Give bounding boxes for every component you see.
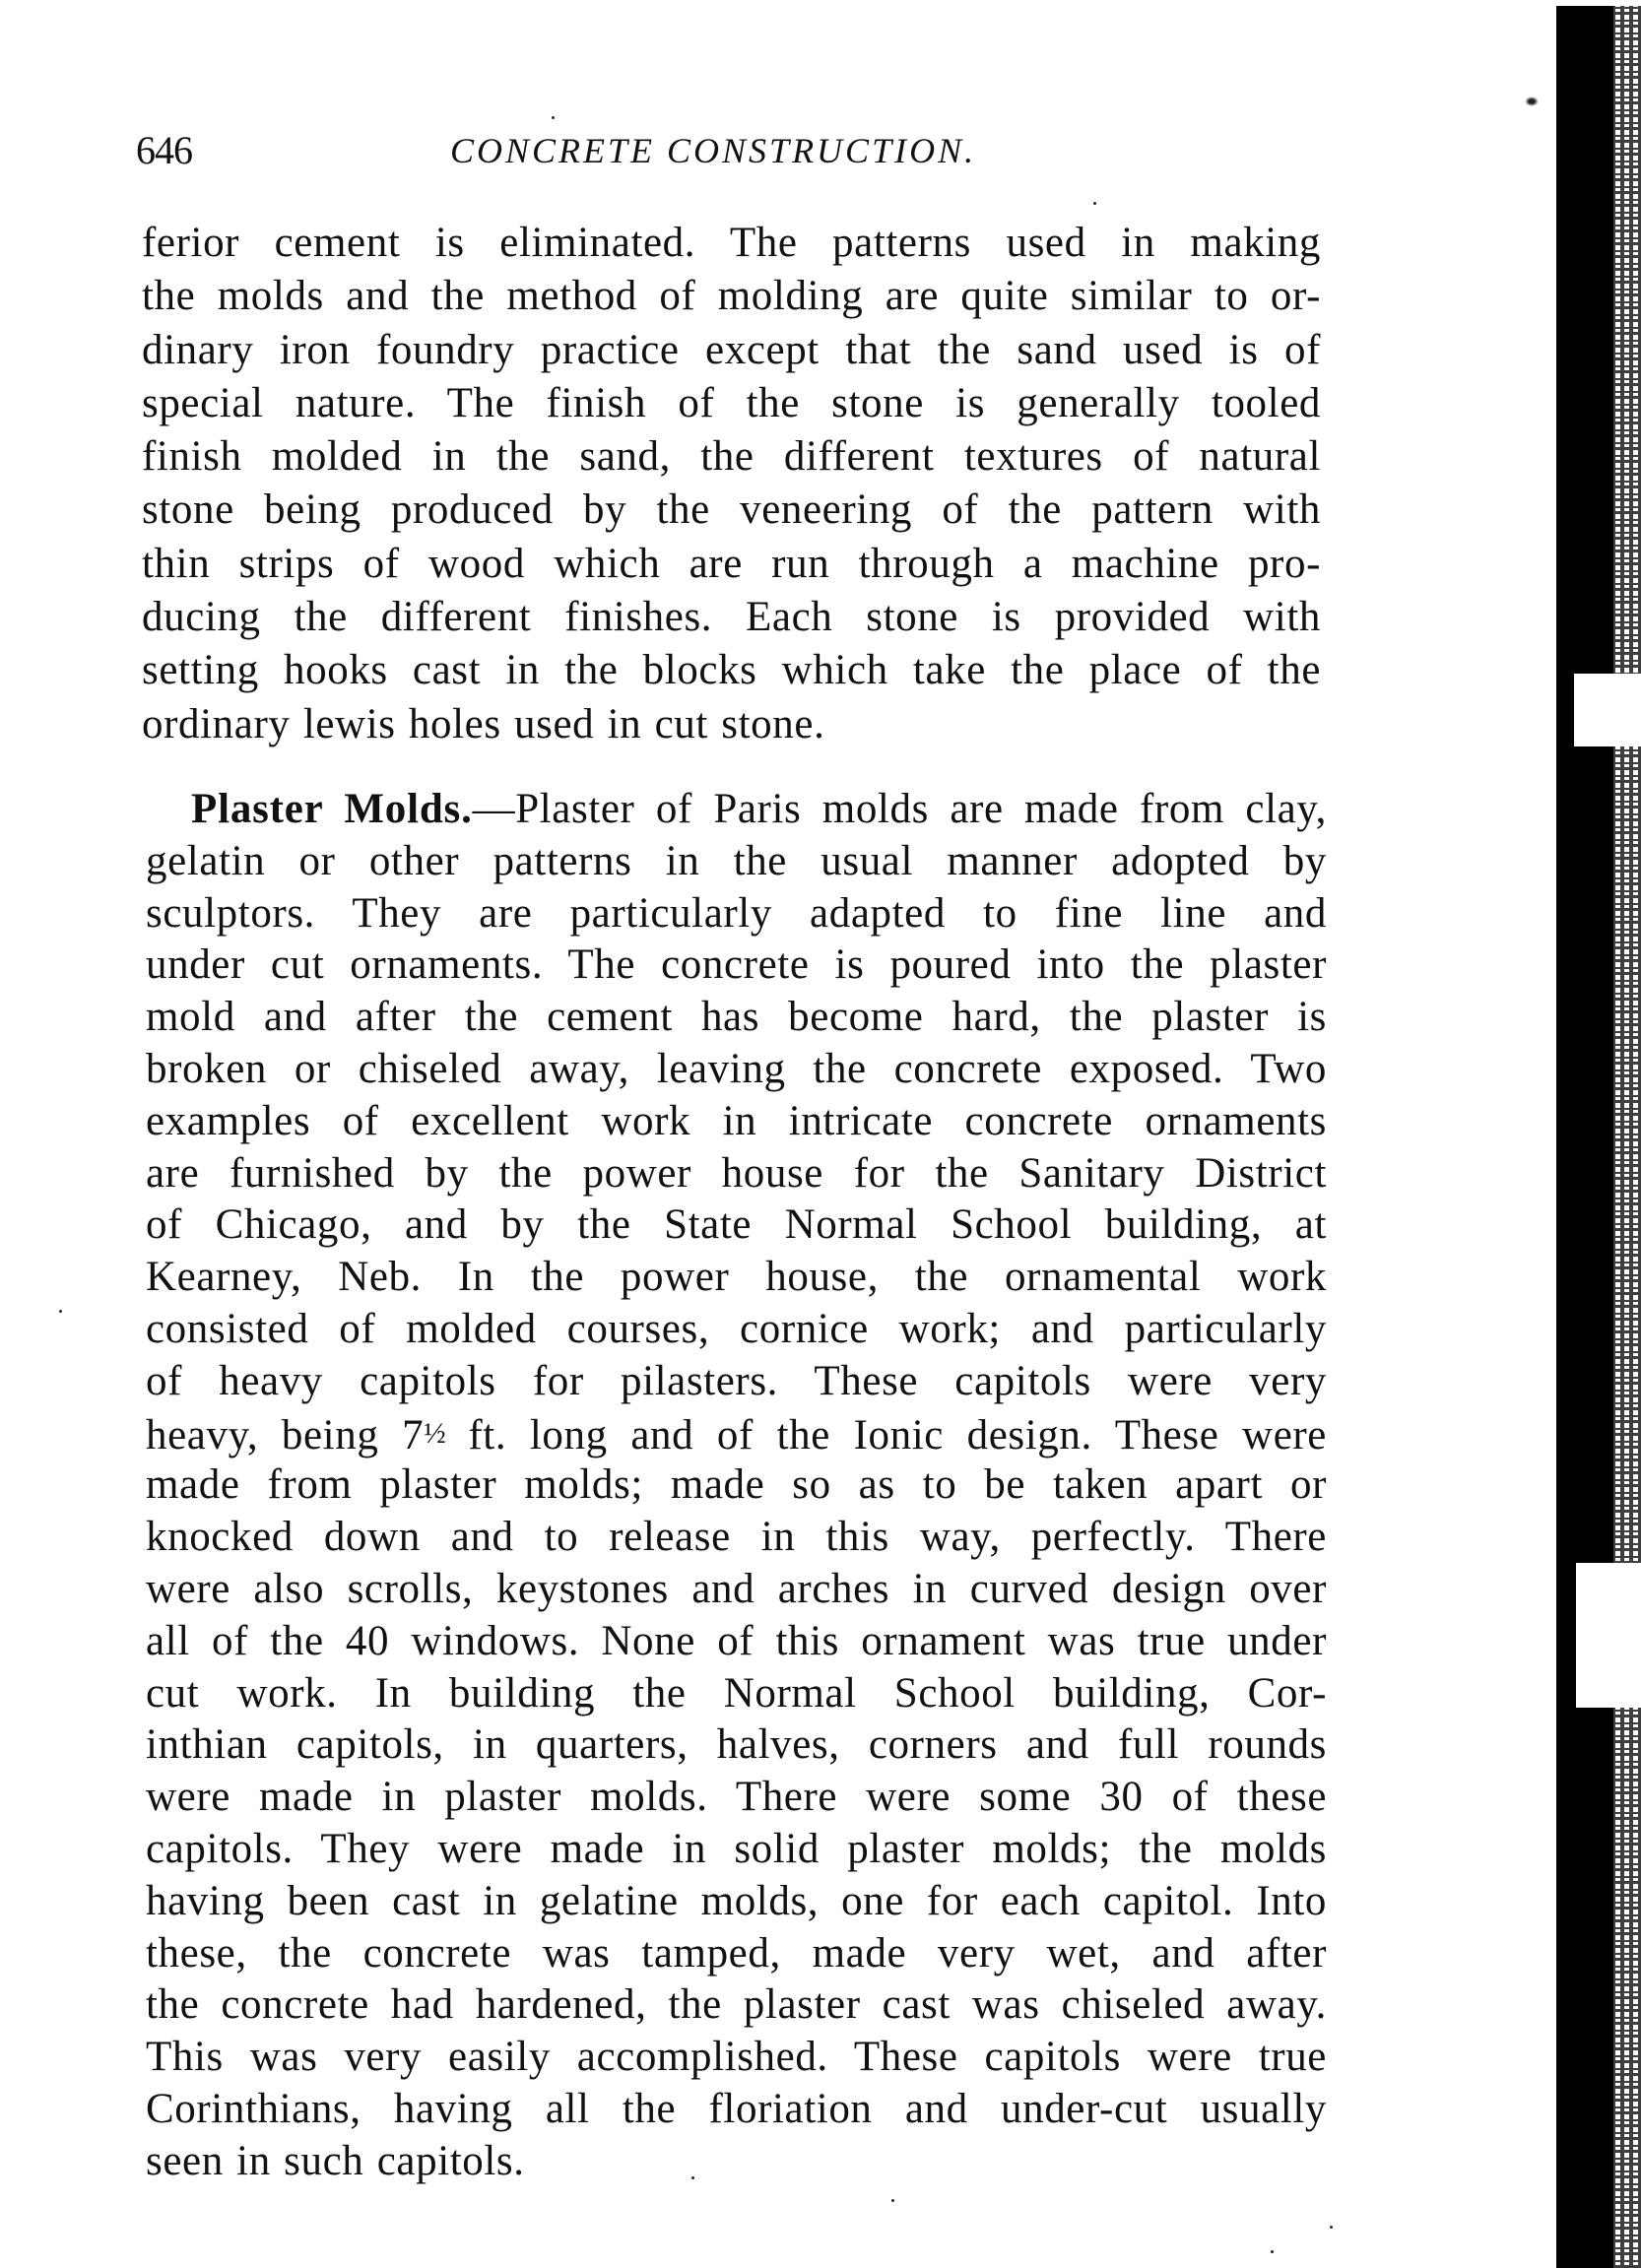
text-line: ferior cement is eliminated. The patterns used in making [142,220,1321,266]
scan-speck [1271,2250,1274,2253]
scan-speck [59,1310,62,1313]
text-line: the concrete had hardened, the plaster cast was chiseled away. [146,1981,1327,2029]
paragraph-1 [142,217,1321,751]
text-line: dinary iron foundry practice except that the sand used is of [142,326,1321,373]
text-line: broken or chiseled away, leaving the concrete exposed. Two [146,1045,1327,1092]
text-line: Kearney, Neb. In the power house, the ornamental work [146,1254,1327,1301]
text-line: This was very easily accomplished. These capitols were true [146,2034,1327,2081]
section-heading-plaster-molds: Plaster Molds. [191,786,473,832]
scan-speck [891,2199,894,2202]
text-line: are furnished by the power house for the Sanitary District [146,1149,1327,1197]
scanned-page-edge-band [1556,6,1641,2268]
text-line: under cut ornaments. The concrete is poured into the plaster [146,941,1327,989]
text-line: mold and after the cement has become hard, the plaster is [146,994,1327,1041]
text-line: setting hooks cast in the blocks which take the place of the [142,647,1321,694]
text-line-lead [146,784,1327,836]
text-line: special nature. The finish of the stone is generally tooled [142,379,1321,426]
paragraph-plaster-molds [146,784,1327,2188]
text-line: consisted of molded courses, cornice work; and particularly [146,1305,1327,1352]
text-line: capitols. They were made in solid plaster molds; the molds [146,1825,1327,1872]
text-line-fraction [146,1408,1327,1460]
text-line: finish molded in the sand, the different textures of natural [142,433,1321,481]
page-number: 646 [136,128,192,172]
text-line: having been cast in gelatine molds, one for each capitol. Into [146,1877,1327,1924]
lead-text: Plaster of Paris molds are made from clay, [515,786,1327,832]
text-line: stone being produced by the veneering of the pattern with [142,486,1321,534]
fraction-half: ½ [424,1416,445,1450]
text-line: the molds and the method of molding are quite similar to or- [142,273,1321,320]
text-line: all of the 40 windows. None of this ornament was true under [146,1617,1327,1664]
scan-speck [691,2176,694,2179]
text-line: sculptors. They are particularly adapted to fine line and [146,889,1327,937]
text-line: seen in such capitols. [146,2137,525,2184]
text-line: thin strips of wood which are run through a machine pro- [142,540,1321,587]
text-line: cut work. In building the Normal School building, Cor- [146,1669,1327,1717]
text-line: inthian capitols, in quarters, halves, corners and full rounds [146,1721,1327,1769]
text-line: gelatin or other patterns in the usual manner adopted by [146,837,1327,884]
em-dash: — [472,786,516,832]
fraction-line-before: heavy, being 7 [146,1411,425,1458]
edge-core [1556,6,1613,2268]
scan-speck [1093,202,1096,205]
running-header-title: CONCRETE CONSTRUCTION. [450,131,977,170]
text-line: these, the concrete was tamped, made very wet, and after [146,1929,1327,1976]
text-line: of Chicago, and by the State Normal School building, at [146,1201,1327,1249]
text-line: were made in plaster molds. There were some 30 of these [146,1774,1327,1821]
text-line: Corinthians, having all the floriation and under-cut usually [146,2085,1327,2132]
edge-notch [1576,1563,1641,1708]
edge-notch [1574,674,1641,746]
text-line: made from plaster molds; made so as to be taken apart or [146,1461,1327,1509]
text-line: were also scrolls, keystones and arches in curved design over [146,1565,1327,1612]
text-line: ordinary lewis holes used in cut stone. [142,700,825,747]
text-line: of heavy capitols for pilasters. These capitols were very [146,1357,1327,1404]
text-line: ducing the different finishes. Each stone is provided with [142,594,1321,641]
scan-smudge [1525,97,1539,106]
scan-speck [552,116,555,119]
scan-speck [1330,2226,1333,2229]
fraction-line-after: ft. long and of the Ionic design. These were [444,1411,1327,1458]
edge-fringe [1611,6,1641,2268]
text-line: examples of excellent work in intricate concrete ornaments [146,1097,1327,1144]
text-line: knocked down and to release in this way, perfectly. There [146,1514,1327,1561]
